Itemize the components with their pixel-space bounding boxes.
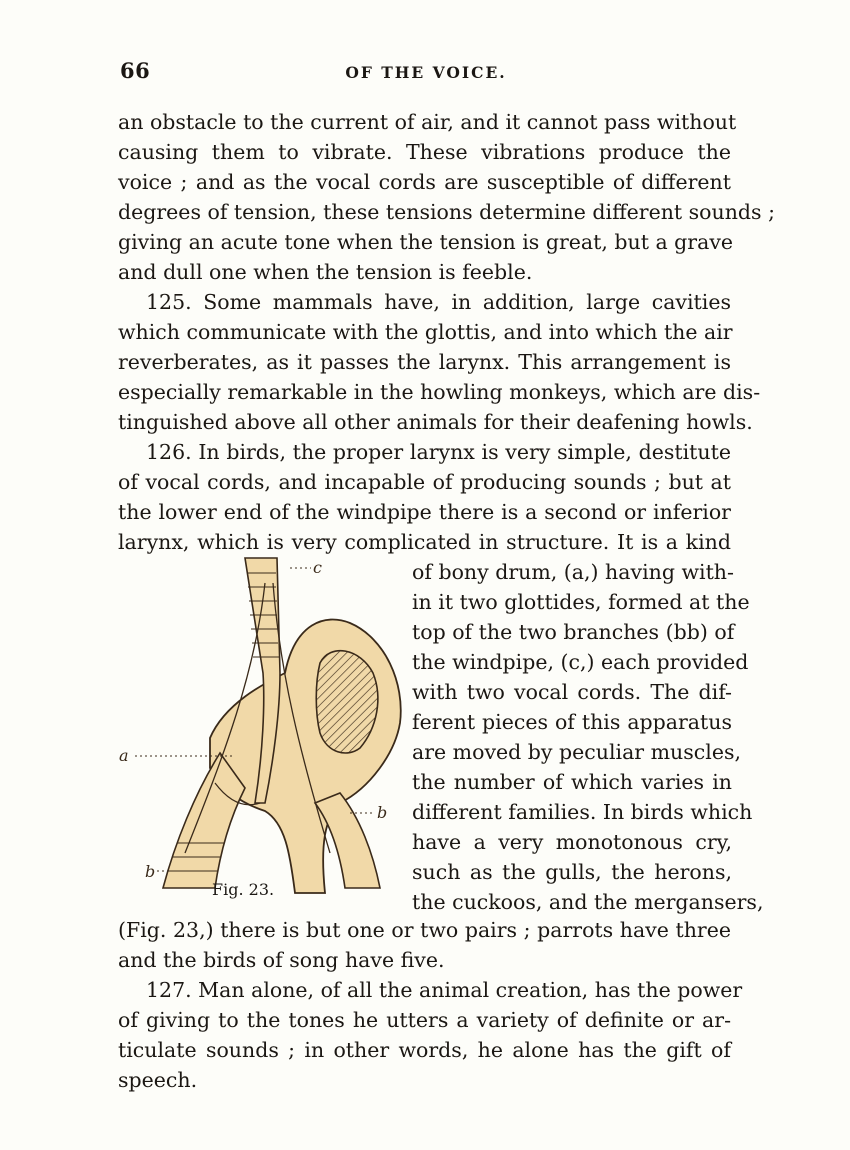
text-line: voice ; and as the vocal cords are susceptible of different <box>118 170 731 194</box>
page-number: 66 <box>120 58 151 83</box>
wrapped-text-line: in it two glottides, formed at the <box>412 590 750 614</box>
text-line: and dull one when the tension is feeble. <box>118 260 533 284</box>
wrapped-text-line: the windpipe, (c,) each provided <box>412 650 749 674</box>
wrapped-text-line: with two vocal cords. The dif- <box>412 680 732 704</box>
wrapped-text-line: of bony drum, (a,) having with- <box>412 560 734 584</box>
wrapped-text-line: the number of which varies in <box>412 770 732 794</box>
wrapped-text-line: different families. In birds which <box>412 800 753 824</box>
text-line: speech. <box>118 1068 198 1092</box>
running-head: OF THE VOICE. <box>345 63 507 82</box>
section-125-start: 125. Some mammals have, in addition, large cavities <box>146 290 731 314</box>
label-b-right: b <box>377 803 388 822</box>
text-line: the lower end of the windpipe there is a second or inferior <box>118 500 731 524</box>
bony-drum-shape <box>210 620 401 893</box>
text-line: which communicate with the glottis, and into which the air <box>118 320 733 344</box>
label-c: c <box>313 558 322 577</box>
text-line: of vocal cords, and incapable of producing sounds ; but at <box>118 470 731 494</box>
left-branch-shape <box>163 753 245 888</box>
text-line: causing them to vibrate. These vibrations produce the <box>118 140 731 164</box>
section-126-start: 126. In birds, the proper larynx is very simple, destitute <box>146 440 731 464</box>
wrapped-text-line: ferent pieces of this apparatus <box>412 710 732 734</box>
text-line: and the birds of song have five. <box>118 948 445 972</box>
text-line: reverberates, as it passes the larynx. This arrangement is <box>118 350 731 374</box>
text-line: especially remarkable in the howling monkeys, which are dis- <box>118 380 761 404</box>
figure-caption: Fig. 23. <box>212 880 275 899</box>
text-line: ticulate sounds ; in other words, he alone has the gift of <box>118 1038 731 1062</box>
larynx-drawing <box>115 553 407 895</box>
wrapped-text-line: such as the gulls, the herons, <box>412 860 732 884</box>
wrapped-text-line: top of the two branches (bb) of <box>412 620 735 644</box>
wrapped-text-line: the cuckoos, and the mergansers, <box>412 890 764 914</box>
text-line: larynx, which is very complicated in structure. It is a kind <box>118 530 731 554</box>
page-header <box>120 58 732 90</box>
text-line: an obstacle to the current of air, and it cannot pass without <box>118 110 737 134</box>
text-line: of giving to the tones he utters a variety of definite or ar- <box>118 1008 731 1032</box>
text-line: tinguished above all other animals for their deafening howls. <box>118 410 753 434</box>
larynx-illustration <box>115 553 407 895</box>
section-127-start: 127. Man alone, of all the animal creation, has the power <box>146 978 743 1002</box>
wrapped-text-line: have a very monotonous cry, <box>412 830 732 854</box>
text-line: degrees of tension, these tensions determine different sounds ; <box>118 200 775 224</box>
wrapped-text-line: are moved by peculiar muscles, <box>412 740 741 764</box>
label-a: a <box>119 746 129 765</box>
text-line: (Fig. 23,) there is but one or two pairs ; parrots have three <box>118 918 731 942</box>
text-line: giving an acute tone when the tension is great, but a grave <box>118 230 734 254</box>
label-b-left: b <box>145 862 156 881</box>
